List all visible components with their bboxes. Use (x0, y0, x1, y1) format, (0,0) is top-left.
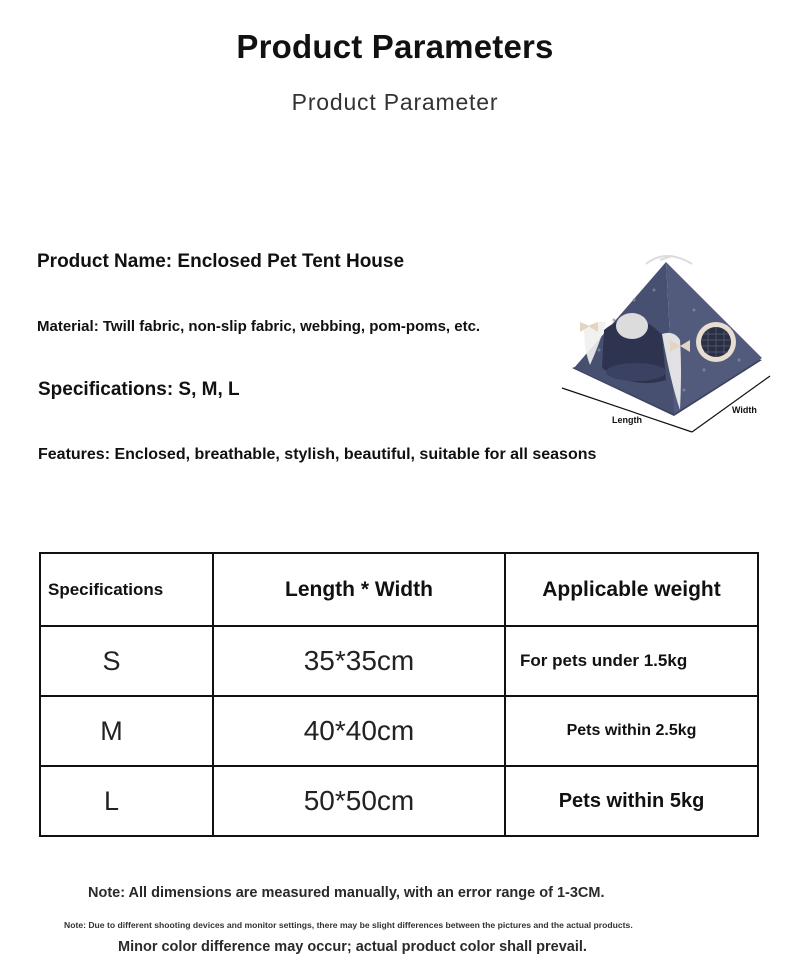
spec-table (39, 552, 759, 837)
header-specifications: Specifications (40, 553, 213, 626)
product-features: Features: Enclosed, breathable, stylish, beautiful, suitable for all seasons (38, 446, 597, 463)
product-name: Product Name: Enclosed Pet Tent House (37, 251, 405, 272)
size-cell: L (40, 766, 213, 836)
weight-cell: Pets within 5kg (505, 766, 758, 836)
size-cell: M (40, 696, 213, 766)
weight-cell: For pets under 1.5kg (505, 626, 758, 696)
weight-cell: Pets within 2.5kg (505, 696, 758, 766)
page-title: Product Parameters (236, 28, 554, 65)
dimension-cell: 40*40cm (213, 696, 505, 766)
note-color-difference: Minor color difference may occur; actual product color shall prevail. (118, 939, 587, 955)
table-header-row (40, 553, 758, 626)
table-row (40, 696, 758, 766)
dimension-cell: 35*35cm (213, 626, 505, 696)
size-cell: S (40, 626, 213, 696)
header-applicable-weight: Applicable weight (505, 553, 758, 626)
note-color-disclaimer: Note: Due to different shooting devices and monitor settings, there may be slight differences between the pictures and the actual products. (64, 920, 633, 930)
header-length-width: Length * Width (213, 553, 505, 626)
pet-tent-image (554, 250, 778, 435)
length-label: Length (612, 415, 642, 425)
page-subtitle: Product Parameter (291, 89, 499, 115)
product-material: Material: Twill fabric, non-slip fabric, webbing, pom-poms, etc. (37, 318, 481, 335)
product-specifications: Specifications: S, M, L (38, 379, 240, 400)
width-label: Width (732, 405, 757, 415)
table-row (40, 626, 758, 696)
dimension-cell: 50*50cm (213, 766, 505, 836)
table-row (40, 766, 758, 836)
note-dimensions: Note: All dimensions are measured manually, with an error range of 1-3CM. (88, 885, 605, 901)
